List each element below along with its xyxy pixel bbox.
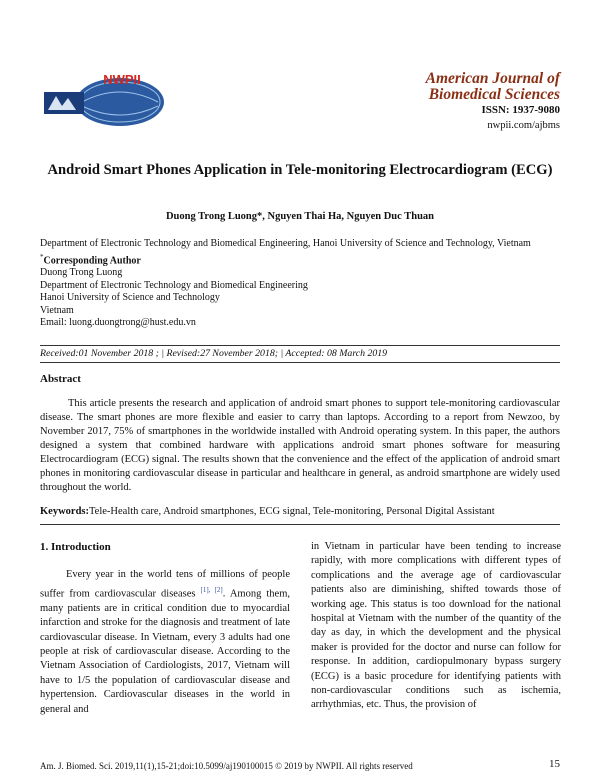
body-right-column [311, 540, 561, 713]
journal-title-line1: American Journal of [425, 70, 560, 87]
logo-badge [44, 92, 84, 114]
corresponding-country: Vietnam [40, 304, 74, 316]
journal-title [360, 71, 560, 103]
logo-text: NWPII [103, 72, 141, 87]
abstract-text: This article presents the research and application of android smart phones to support tele-monitoring cardiovascular disease. The smart phones are more flexible and easier to carry than laptops. According to a report from Newzoo, by November 2017, 75% of smartphones in the worldwide installed with Android operating system. In this paper, the authors designed a system that combined hardware with applications android smart phones software for measuring Electrocardiogram (ECG) signal. The results shown that the convenience and the effect of the application of android smart phones in monitoring cardiovascular disease in particular and healthcare in general, as android smartphone are widely used throughout the world. [40, 398, 560, 493]
submission-dates: Received:01 November 2018 ; | Revised:27 November 2018; | Accepted: 08 March 2019 [40, 345, 560, 363]
journal-title-line2: Biomedical Sciences [428, 86, 560, 103]
corresponding-dept: Department of Electronic Technology and Biomedical Engineering [40, 279, 308, 291]
corresponding-author-heading [40, 251, 560, 268]
intro-paragraph-left [40, 568, 290, 717]
intro-text-part1: Every year in the world tens of millions of people suffer from cardiovascular diseases [40, 569, 290, 600]
abstract-heading: Abstract [40, 373, 81, 385]
keywords-text: Tele-Health care, Android smartphones, ECG signal, Tele-monitoring, Personal Digital Assistant [89, 506, 495, 517]
corresponding-univ: Hanoi University of Science and Technology [40, 292, 220, 304]
corresponding-label: Corresponding Author [43, 254, 141, 266]
corresponding-marker: * [40, 252, 44, 261]
body-left-column [40, 540, 290, 717]
page-number: 15 [549, 758, 560, 770]
journal-url[interactable]: nwpii.com/ajbms [487, 120, 560, 131]
journal-logo [42, 72, 168, 128]
keywords-divider [40, 524, 560, 525]
citation-link[interactable]: [1], [2] [200, 585, 223, 594]
intro-text-part2: . Among them, many patients are in critical condition due to myocardial infarction and stroke for the diagnosis and treatment of late cardiovascular disease. In Vietnam, every 3 adults had one people at risk of cardiovascular disease. According to the Vietnam Association of Cardiologists, 2017, Vietnam will have to 1/5 the population of cardiovascular disease and hypertension. Cardiovascular diseases in the world in general and [40, 588, 290, 715]
affiliation-1: Department of Electronic Technology and Biomedical Engineering, Hanoi University of Science and Technology, Vietnam [40, 238, 531, 249]
affiliations [40, 238, 560, 330]
article-title: Android Smart Phones Application in Tele-monitoring Electrocardiogram (ECG) [47, 162, 553, 178]
footer-citation: Am. J. Biomed. Sci. 2019,11(1),15-21;doi:10.5099/aj190100015 © 2019 by NWPII. All rights reserved [40, 761, 413, 771]
issn: ISSN: 1937-9080 [481, 104, 560, 116]
corresponding-email[interactable]: Email: luong.duongtrong@hust.edu.vn [40, 317, 196, 329]
authors: Duong Trong Luong*, Nguyen Thai Ha, Nguyen Duc Thuan [165, 211, 435, 222]
section-heading: 1. Introduction [40, 541, 111, 553]
intro-paragraph-right: in Vietnam in particular have been tending to increase rapidly, with more complications with different types of complications and the average age of cardiovascular patients also are diminishing, shifted towards those of working age. This status is too download for the national hospital at Vietnam with the number of the quantity of the day as day, in which the development and the physical maker is provided for the doctor and nurse can follow for response. In addition, cardiopulmonary bypass surgery (ECG) is a basic procedure for identifying patients with non-cardiovascular conditions such as ischemia, arrhythmias, etc. Thus, the provision of [311, 541, 561, 711]
keywords [40, 506, 560, 517]
keywords-label: Keywords: [40, 506, 89, 517]
corresponding-name: Duong Trong Luong [40, 267, 123, 279]
